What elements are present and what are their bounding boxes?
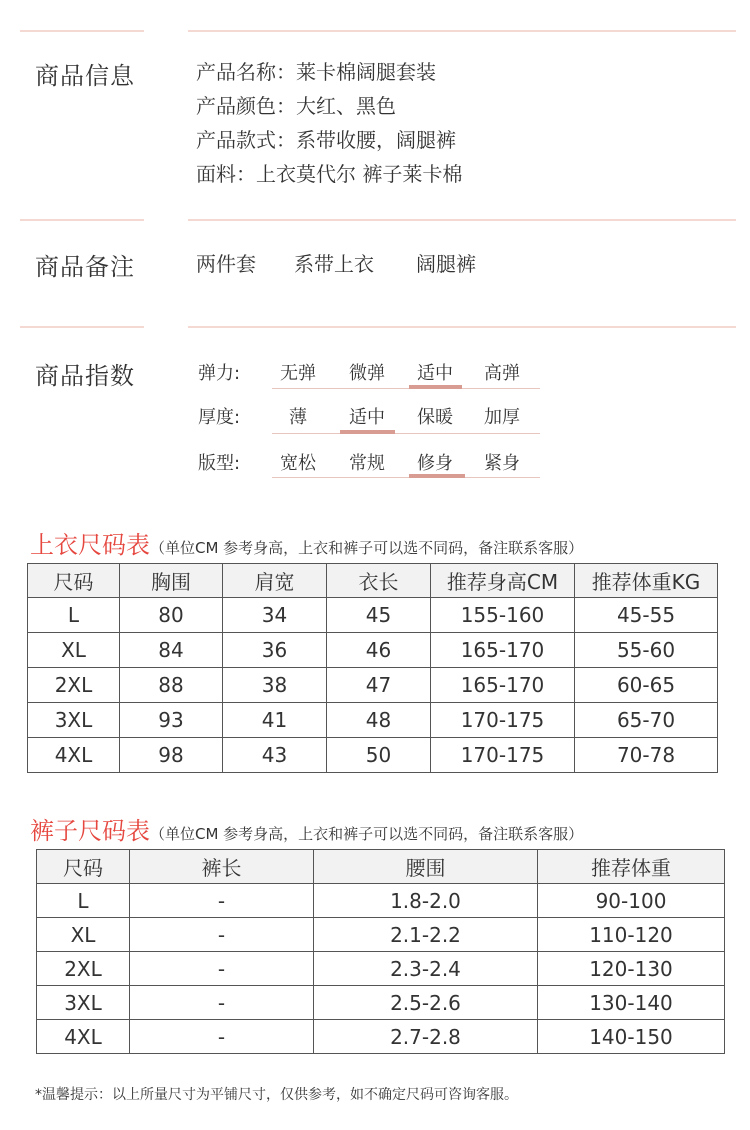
table-cell: 60-65 — [575, 668, 718, 703]
table-cell: - — [130, 986, 314, 1020]
table-cell: 65-70 — [575, 703, 718, 738]
fit-option: 修身 — [417, 453, 453, 474]
product-fabric-line: 面料：上衣莫代尔 裤子莱卡棉 — [196, 162, 463, 186]
table-cell: 55-60 — [575, 633, 718, 668]
table-cell: 2XL — [37, 952, 130, 986]
table-cell: 170-175 — [431, 703, 575, 738]
table-cell: 165-170 — [431, 668, 575, 703]
table-row — [28, 703, 718, 738]
table-cell: 2.7-2.8 — [314, 1020, 538, 1054]
elasticity-option: 无弹 — [280, 363, 316, 384]
remark-item: 两件套 — [196, 252, 256, 276]
table-row — [37, 1020, 725, 1054]
table-cell: 93 — [120, 703, 223, 738]
table-row — [37, 952, 725, 986]
table-cell: L — [37, 884, 130, 918]
table-cell: 88 — [120, 668, 223, 703]
thickness-option: 加厚 — [484, 407, 520, 428]
fit-option: 常规 — [349, 453, 385, 474]
column-header: 推荐体重 — [538, 850, 725, 884]
product-style-line: 产品款式：系带收腰，阔腿裤 — [196, 128, 456, 152]
table-cell: 110-120 — [538, 918, 725, 952]
index-row-line — [272, 433, 540, 434]
section-divider — [20, 30, 144, 32]
pants-size-table — [36, 849, 725, 1054]
table-cell: 98 — [120, 738, 223, 773]
selected-marker — [409, 385, 462, 389]
table-row — [28, 738, 718, 773]
table-cell: 43 — [223, 738, 327, 773]
table-cell: 36 — [223, 633, 327, 668]
column-header: 尺码 — [28, 564, 120, 598]
table-row — [37, 918, 725, 952]
table-cell: 38 — [223, 668, 327, 703]
size-footnote: *温馨提示：以上所量尺寸为平铺尺寸，仅供参考，如不确定尺码可咨询客服。 — [35, 1087, 518, 1103]
table-row — [37, 986, 725, 1020]
thickness-option: 适中 — [349, 407, 385, 428]
table-cell: 2.5-2.6 — [314, 986, 538, 1020]
thickness-option: 保暖 — [417, 407, 453, 428]
column-header: 腰围 — [314, 850, 538, 884]
table-row — [28, 668, 718, 703]
table-cell: XL — [28, 633, 120, 668]
top-size-title — [30, 525, 583, 560]
section-divider — [188, 30, 736, 32]
top-size-note: （单位CM 参考身高，上衣和裤子可以选不同码，备注联系客服） — [150, 539, 584, 557]
column-header: 尺码 — [37, 850, 130, 884]
elasticity-label: 弹力: — [198, 363, 241, 384]
index-row-line — [272, 388, 540, 389]
section-divider — [188, 219, 736, 221]
table-cell: 2XL — [28, 668, 120, 703]
fit-option: 宽松 — [280, 453, 316, 474]
table-cell: 46 — [327, 633, 431, 668]
table-cell: 80 — [120, 598, 223, 633]
table-cell: 1.8-2.0 — [314, 884, 538, 918]
fit-label: 版型: — [198, 453, 241, 474]
selected-marker — [409, 474, 465, 478]
table-cell: 165-170 — [431, 633, 575, 668]
thickness-label: 厚度: — [198, 407, 241, 428]
table-cell: XL — [37, 918, 130, 952]
product-remark-title: 商品备注 — [35, 253, 135, 281]
table-cell: 3XL — [37, 986, 130, 1020]
table-cell: 47 — [327, 668, 431, 703]
top-size-header-row — [28, 564, 718, 598]
column-header: 衣长 — [327, 564, 431, 598]
pants-size-header-row — [37, 850, 725, 884]
table-cell: 120-130 — [538, 952, 725, 986]
selected-marker — [340, 430, 395, 434]
section-divider — [20, 326, 144, 328]
thickness-option: 薄 — [289, 407, 307, 428]
table-cell: 155-160 — [431, 598, 575, 633]
table-cell: 140-150 — [538, 1020, 725, 1054]
table-cell: - — [130, 952, 314, 986]
table-cell: 170-175 — [431, 738, 575, 773]
column-header: 肩宽 — [223, 564, 327, 598]
table-cell: 84 — [120, 633, 223, 668]
table-cell: 90-100 — [538, 884, 725, 918]
table-cell: 45-55 — [575, 598, 718, 633]
table-row — [37, 884, 725, 918]
table-cell: 45 — [327, 598, 431, 633]
product-info-title: 商品信息 — [35, 62, 135, 90]
column-header: 推荐体重KG — [575, 564, 718, 598]
table-cell: 4XL — [28, 738, 120, 773]
top-size-table — [27, 563, 718, 773]
pants-size-title — [30, 811, 583, 846]
table-cell: 4XL — [37, 1020, 130, 1054]
table-cell: 70-78 — [575, 738, 718, 773]
table-cell: - — [130, 1020, 314, 1054]
remark-item: 系带上衣 — [294, 252, 374, 276]
table-cell: 3XL — [28, 703, 120, 738]
table-cell: 50 — [327, 738, 431, 773]
column-header: 裤长 — [130, 850, 314, 884]
product-index-title: 商品指数 — [35, 362, 135, 390]
table-row — [28, 633, 718, 668]
product-color-line: 产品颜色：大红、黑色 — [196, 94, 396, 118]
elasticity-option: 微弹 — [349, 363, 385, 384]
table-cell: - — [130, 918, 314, 952]
pants-size-title-text: 裤子尺码表 — [30, 817, 150, 845]
section-divider — [20, 219, 144, 221]
table-cell: - — [130, 884, 314, 918]
table-row — [28, 598, 718, 633]
column-header: 胸围 — [120, 564, 223, 598]
pants-size-note: （单位CM 参考身高，上衣和裤子可以选不同码，备注联系客服） — [150, 825, 584, 843]
table-cell: 48 — [327, 703, 431, 738]
elasticity-option: 高弹 — [484, 363, 520, 384]
product-name-line: 产品名称：莱卡棉阔腿套装 — [196, 60, 436, 84]
table-cell: 2.1-2.2 — [314, 918, 538, 952]
table-cell: 130-140 — [538, 986, 725, 1020]
elasticity-option: 适中 — [417, 363, 453, 384]
table-cell: L — [28, 598, 120, 633]
table-cell: 41 — [223, 703, 327, 738]
top-size-title-text: 上衣尺码表 — [30, 531, 150, 559]
table-cell: 2.3-2.4 — [314, 952, 538, 986]
column-header: 推荐身高CM — [431, 564, 575, 598]
fit-option: 紧身 — [484, 453, 520, 474]
remark-item: 阔腿裤 — [416, 252, 476, 276]
index-row-line — [272, 477, 540, 478]
table-cell: 34 — [223, 598, 327, 633]
section-divider — [188, 326, 736, 328]
